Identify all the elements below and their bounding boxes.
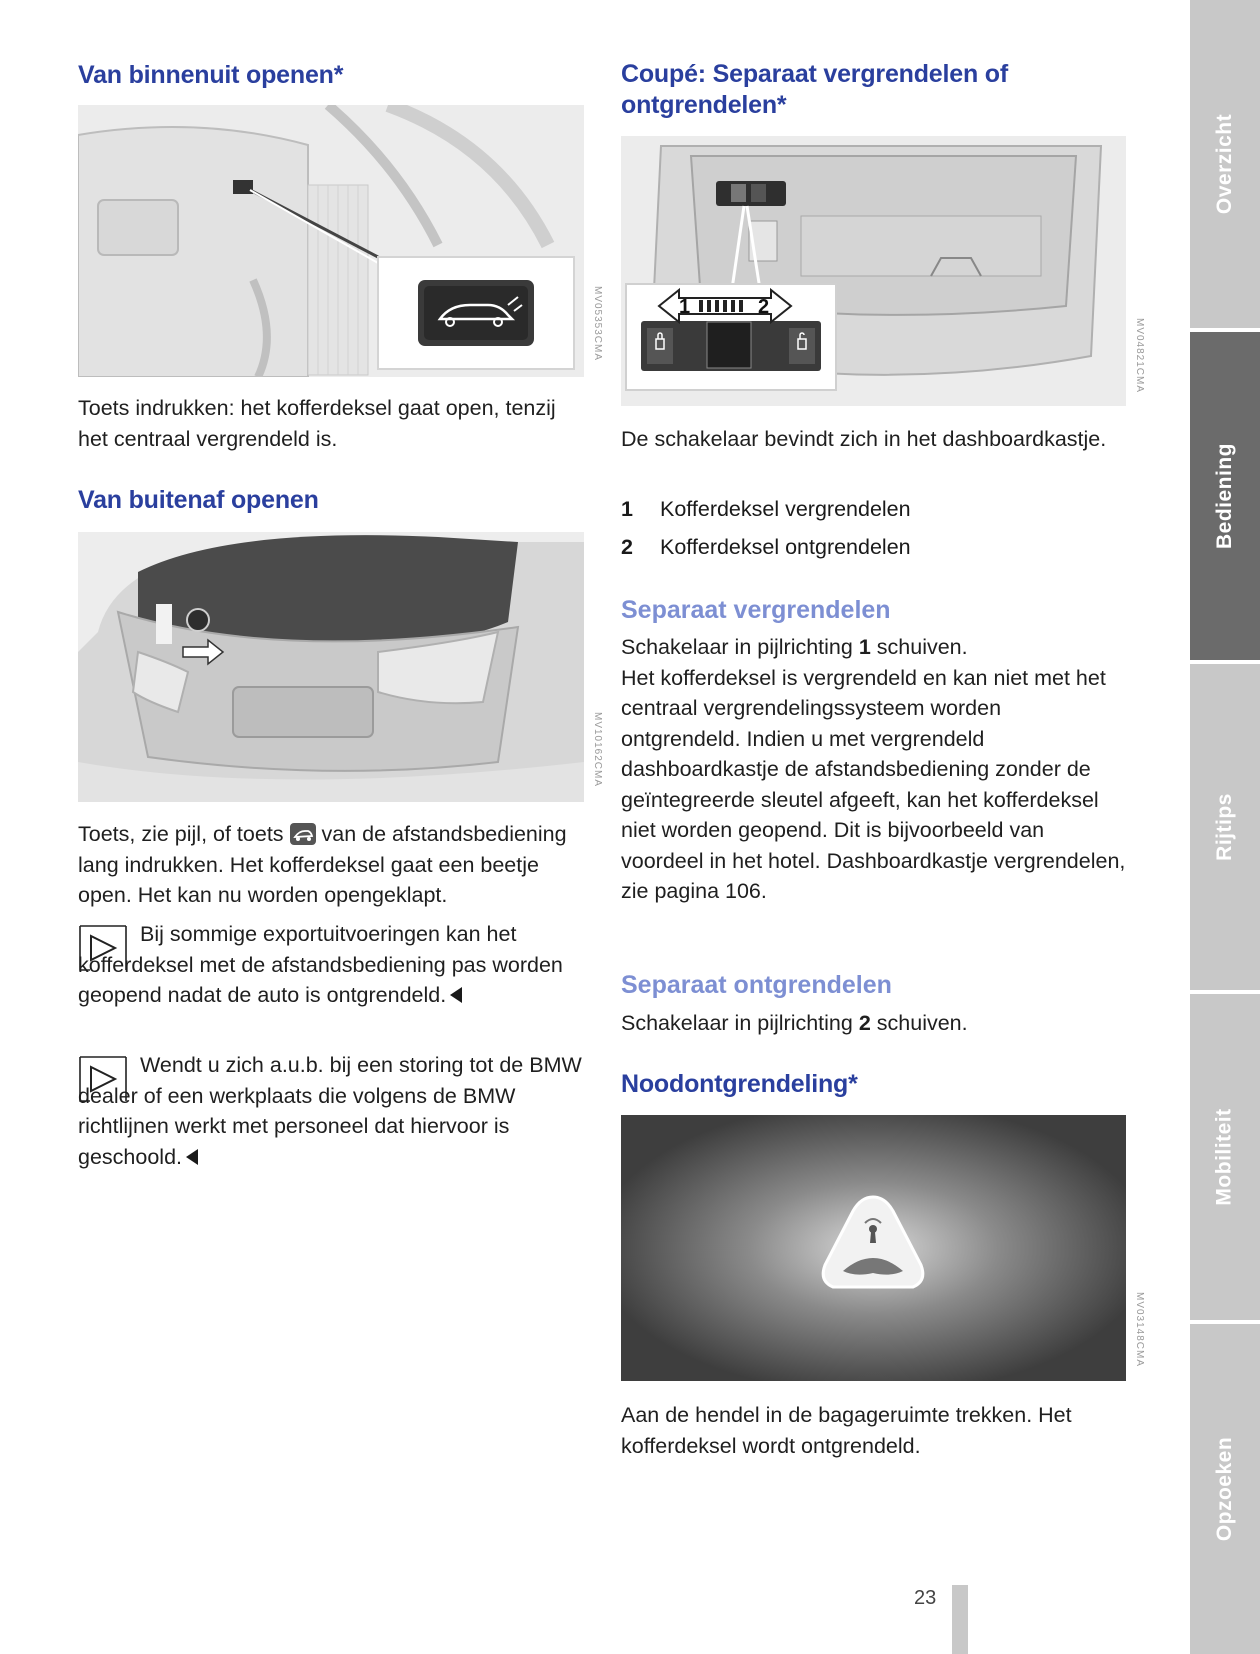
paragraph-emergency-release: Aan de hendel in de bagageruimte trekken. Het kofferdeksel wordt ontgrendeld. bbox=[621, 1403, 1072, 1458]
tab-mobiliteit[interactable] bbox=[1190, 994, 1260, 1320]
switch-label-1: 1 bbox=[679, 296, 691, 318]
note-export-versions bbox=[78, 919, 584, 1011]
figure-code-3: MV04821CMA bbox=[1134, 318, 1145, 394]
page-number-bar bbox=[952, 1585, 968, 1654]
paragraph-exterior-open bbox=[78, 819, 584, 911]
heading-noodontgrendeling: Noodontgrendeling* bbox=[621, 1070, 858, 1098]
figure-code-1: MV05353CMA bbox=[592, 286, 603, 362]
note-dealer-service bbox=[78, 1050, 584, 1172]
heading-van-buitenaf-openen: Van buitenaf openen bbox=[78, 486, 319, 514]
paragraph-interior-open: Toets indrukken: het kofferdeksel gaat open, tenzij het centraal vergrendeld is. bbox=[78, 396, 556, 451]
tab-opzoeken[interactable] bbox=[1190, 1324, 1260, 1654]
list-item-number: 2 bbox=[621, 535, 633, 559]
instruction-text-end: schuiven. bbox=[876, 635, 968, 659]
tab-rijtips[interactable] bbox=[1190, 664, 1260, 990]
subheading-separaat-ontgrendelen: Separaat ontgrendelen bbox=[621, 971, 892, 999]
heading-coupe-separaat: Coupé: Separaat vergrendelen of ontgrendelen* bbox=[621, 60, 1008, 119]
instruction-number: 2 bbox=[858, 1011, 871, 1035]
tab-overzicht[interactable] bbox=[1190, 0, 1260, 328]
paragraph-exterior-open-part1: Toets, zie pijl, of toets bbox=[78, 822, 284, 846]
instruction-text-end: schuiven. bbox=[876, 1011, 968, 1035]
instruction-text: Schakelaar in pijlrichting bbox=[621, 1011, 853, 1035]
instruction-text: Schakelaar in pijlrichting bbox=[621, 635, 853, 659]
figure-trunk-exterior bbox=[78, 532, 584, 802]
car-rear-illustration bbox=[78, 532, 584, 802]
paragraph-separaat-vergrendelen bbox=[621, 632, 1126, 907]
end-of-note-icon bbox=[186, 1149, 198, 1165]
list-item bbox=[621, 532, 1116, 562]
remote-trunk-icon bbox=[290, 823, 316, 845]
tab-bediening[interactable] bbox=[1190, 332, 1260, 660]
tab-label: Bediening bbox=[1213, 442, 1237, 550]
end-of-note-icon bbox=[450, 987, 462, 1003]
instruction-number: 1 bbox=[858, 635, 871, 659]
list-item-number: 1 bbox=[621, 497, 633, 521]
paragraph-switch-location: De schakelaar bevindt zich in het dashboardkastje. bbox=[621, 427, 1107, 451]
paragraph-separaat-ontgrendelen bbox=[621, 1008, 1126, 1039]
page-number: 23 bbox=[914, 1587, 937, 1609]
switch-label-2: 2 bbox=[758, 296, 770, 318]
note-export-versions-text: Bij sommige exportuitvoeringen kan het kofferdeksel met de afstandsbediening pas worden geopend nadat de auto is ontgrendeld. bbox=[78, 922, 563, 1007]
chapter-tabs bbox=[1190, 0, 1260, 1654]
heading-van-binnenuit-openen: Van binnenuit openen* bbox=[78, 61, 344, 89]
emergency-handle-illustration bbox=[621, 1115, 1126, 1381]
tab-label: Opzoeken bbox=[1213, 1436, 1237, 1542]
tab-label: Rijtips bbox=[1212, 793, 1236, 861]
figure-emergency-handle bbox=[621, 1115, 1126, 1381]
glovebox-switch-illustration bbox=[621, 136, 1126, 406]
note-dealer-service-text: Wendt u zich a.u.b. bij een storing tot de BMW dealer of een werkplaats die volgens de BMW richtlijnen werkt met personeel dat hiervoor is geschoold. bbox=[78, 1053, 582, 1169]
figure-code-2: MV10162CMA bbox=[592, 712, 603, 788]
tab-label: Mobiliteit bbox=[1213, 1108, 1236, 1206]
instruction-line-1 bbox=[621, 632, 1126, 663]
list-item-text: Kofferdeksel ontgrendelen bbox=[660, 535, 911, 559]
list-item bbox=[621, 494, 1116, 524]
separaat-vergrendelen-details: Het kofferdeksel is vergrendeld en kan niet met het centraal vergrendelingssysteem worden ontgrendeld. Indien u met vergrendeld dashboardkastje de afstandsbediening zonder de geïntegreerde sleutel afgeeft, kan het kofferdeksel niet worden geopend. Dit is bijvoorbeeld van voordeel in het hotel. Dashboardkastje vergrendelen, zie pagina 106. bbox=[621, 665, 1126, 903]
tab-label: Overzicht bbox=[1213, 113, 1237, 215]
figure-code-4: MV03148CMA bbox=[1134, 1292, 1145, 1368]
figure-glovebox-switch bbox=[621, 136, 1126, 406]
figure-interior-trunk-button bbox=[78, 105, 584, 377]
list-item-text: Kofferdeksel vergrendelen bbox=[660, 497, 911, 521]
subheading-separaat-vergrendelen: Separaat vergrendelen bbox=[621, 596, 891, 624]
interior-dashboard-illustration bbox=[78, 105, 584, 377]
paragraph-exterior-open-part2: van de afstandsbediening lang indrukken. Het kofferdeksel gaat een beetje open. Het kan nu worden opengeklapt. bbox=[78, 822, 567, 907]
